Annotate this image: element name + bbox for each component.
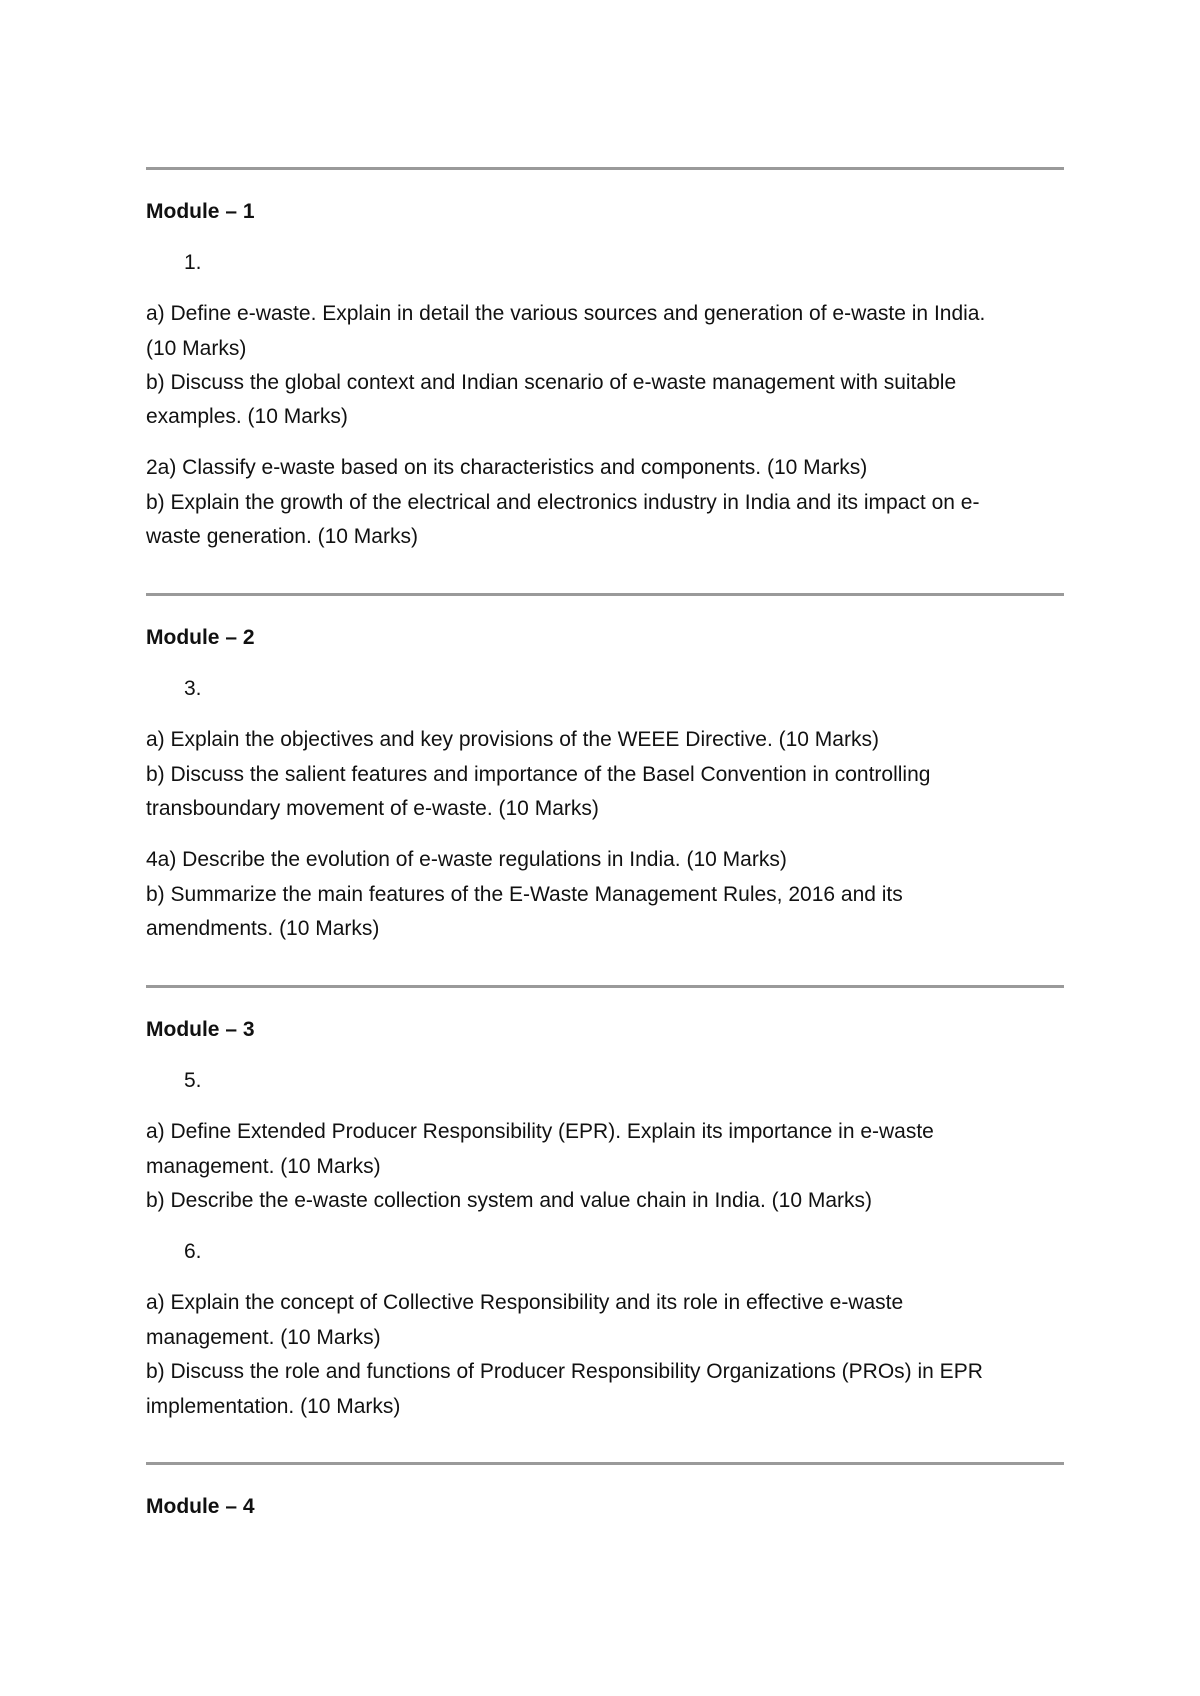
question-line: management. (10 Marks) bbox=[146, 1155, 381, 1178]
question-number: 5. bbox=[184, 1069, 202, 1092]
question-line: 2a) Classify e-waste based on its characteristics and components. (10 Marks) bbox=[146, 456, 868, 479]
module-heading: Module – 4 bbox=[146, 1495, 255, 1518]
question-line: b) Describe the e-waste collection system and value chain in India. (10 Marks) bbox=[146, 1189, 872, 1212]
question-line: examples. (10 Marks) bbox=[146, 405, 348, 428]
question-line: transboundary movement of e-waste. (10 Marks) bbox=[146, 797, 599, 820]
question-number: 1. bbox=[184, 251, 202, 274]
module-heading: Module – 3 bbox=[146, 1018, 255, 1041]
question-line: a) Explain the concept of Collective Responsibility and its role in effective e-waste bbox=[146, 1291, 904, 1314]
module-heading: Module – 2 bbox=[146, 626, 255, 649]
question-line: 4a) Describe the evolution of e-waste regulations in India. (10 Marks) bbox=[146, 848, 787, 871]
section-divider bbox=[146, 167, 1064, 170]
question-line: waste generation. (10 Marks) bbox=[146, 525, 418, 548]
section-divider bbox=[146, 593, 1064, 596]
section-divider bbox=[146, 985, 1064, 988]
question-line: amendments. (10 Marks) bbox=[146, 917, 380, 940]
question-line: implementation. (10 Marks) bbox=[146, 1395, 401, 1418]
question-line: b) Summarize the main features of the E-Waste Management Rules, 2016 and its bbox=[146, 883, 903, 906]
section-divider bbox=[146, 1462, 1064, 1465]
question-number: 6. bbox=[184, 1240, 202, 1263]
question-line: a) Define Extended Producer Responsibility (EPR). Explain its importance in e-waste bbox=[146, 1120, 934, 1143]
question-line: b) Discuss the salient features and importance of the Basel Convention in controlling bbox=[146, 763, 931, 786]
question-line: a) Define e-waste. Explain in detail the various sources and generation of e-waste in India. bbox=[146, 302, 986, 325]
question-line: b) Discuss the global context and Indian scenario of e-waste management with suitable bbox=[146, 371, 957, 394]
question-line: a) Explain the objectives and key provisions of the WEEE Directive. (10 Marks) bbox=[146, 728, 879, 751]
question-line: management. (10 Marks) bbox=[146, 1326, 381, 1349]
question-line: b) Discuss the role and functions of Producer Responsibility Organizations (PROs) in EPR bbox=[146, 1360, 983, 1383]
question-line: (10 Marks) bbox=[146, 337, 247, 360]
question-line: b) Explain the growth of the electrical and electronics industry in India and its impact on e- bbox=[146, 491, 980, 514]
module-heading: Module – 1 bbox=[146, 200, 255, 223]
question-number: 3. bbox=[184, 677, 202, 700]
